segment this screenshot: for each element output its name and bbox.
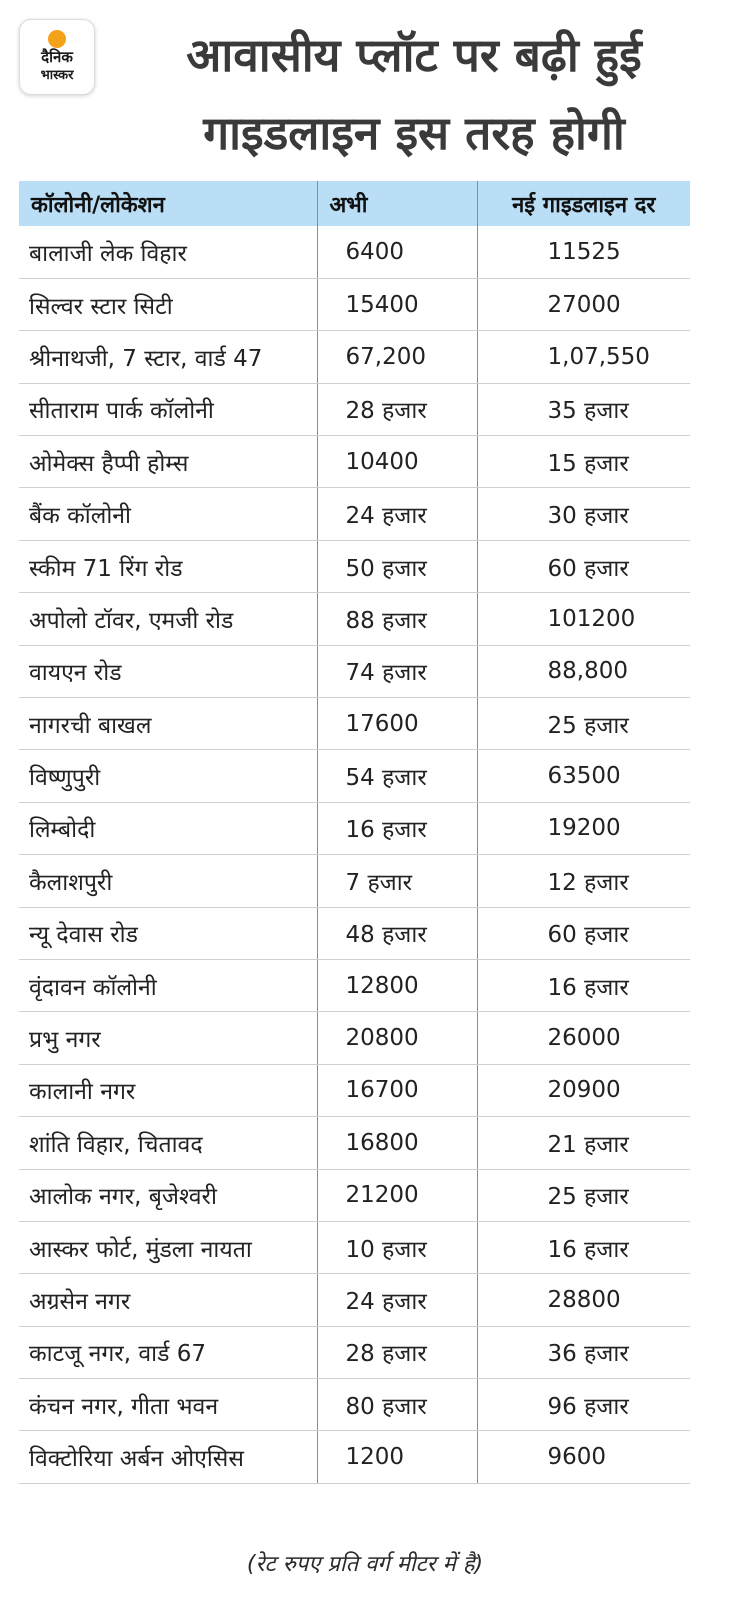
location-cell: प्रभु नगर bbox=[19, 1012, 317, 1064]
table-row bbox=[19, 1274, 690, 1326]
new-rate-cell: 30 हजार bbox=[477, 488, 690, 540]
location-cell: बैंक कॉलोनी bbox=[19, 488, 317, 540]
new-rate-cell: 35 हजार bbox=[477, 383, 690, 435]
current-rate-cell: 28 हजार bbox=[317, 383, 477, 435]
current-rate-cell: 67,200 bbox=[317, 331, 477, 383]
guideline-rate-table bbox=[19, 181, 690, 1484]
table-row bbox=[19, 1379, 690, 1431]
location-cell: वायएन रोड bbox=[19, 645, 317, 697]
table-row bbox=[19, 1431, 690, 1483]
headline-line1: आवासीय प्लॉट पर बढ़ी हुई bbox=[186, 28, 642, 82]
new-rate-cell: 16 हजार bbox=[477, 1221, 690, 1273]
table-row bbox=[19, 436, 690, 488]
column-header-location: कॉलोनी/लोकेशन bbox=[19, 181, 317, 226]
new-rate-cell: 96 हजार bbox=[477, 1379, 690, 1431]
location-cell: कैलाशपुरी bbox=[19, 855, 317, 907]
new-rate-cell: 28800 bbox=[477, 1274, 690, 1326]
new-rate-cell: 20900 bbox=[477, 1064, 690, 1116]
new-rate-cell: 1,07,550 bbox=[477, 331, 690, 383]
table-row bbox=[19, 488, 690, 540]
table-row bbox=[19, 855, 690, 907]
dainik-bhaskar-logo bbox=[19, 19, 95, 95]
location-cell: अपोलो टॉवर, एमजी रोड bbox=[19, 593, 317, 645]
sun-icon bbox=[48, 30, 66, 48]
location-cell: आस्कर फोर्ट, मुंडला नायता bbox=[19, 1221, 317, 1273]
current-rate-cell: 80 हजार bbox=[317, 1379, 477, 1431]
location-cell: कालानी नगर bbox=[19, 1064, 317, 1116]
location-cell: सीताराम पार्क कॉलोनी bbox=[19, 383, 317, 435]
location-cell: बालाजी लेक विहार bbox=[19, 226, 317, 278]
table-row bbox=[19, 907, 690, 959]
new-rate-cell: 21 हजार bbox=[477, 1117, 690, 1169]
current-rate-cell: 15400 bbox=[317, 278, 477, 330]
table-row bbox=[19, 645, 690, 697]
table-row bbox=[19, 1326, 690, 1378]
new-rate-cell: 88,800 bbox=[477, 645, 690, 697]
headline bbox=[104, 16, 724, 172]
location-cell: न्यू देवास रोड bbox=[19, 907, 317, 959]
table-row bbox=[19, 750, 690, 802]
new-rate-cell: 63500 bbox=[477, 750, 690, 802]
current-rate-cell: 54 हजार bbox=[317, 750, 477, 802]
table-header-row bbox=[19, 181, 690, 226]
current-rate-cell: 50 हजार bbox=[317, 540, 477, 592]
table-row bbox=[19, 1064, 690, 1116]
location-cell: श्रीनाथजी, 7 स्टार, वार्ड 47 bbox=[19, 331, 317, 383]
location-cell: काटजू नगर, वार्ड 67 bbox=[19, 1326, 317, 1378]
current-rate-cell: 6400 bbox=[317, 226, 477, 278]
current-rate-cell: 1200 bbox=[317, 1431, 477, 1483]
location-cell: आलोक नगर, बृजेश्वरी bbox=[19, 1169, 317, 1221]
new-rate-cell: 60 हजार bbox=[477, 907, 690, 959]
current-rate-cell: 12800 bbox=[317, 959, 477, 1011]
current-rate-cell: 48 हजार bbox=[317, 907, 477, 959]
current-rate-cell: 28 हजार bbox=[317, 1326, 477, 1378]
location-cell: नागरची बाखल bbox=[19, 698, 317, 750]
new-rate-cell: 11525 bbox=[477, 226, 690, 278]
table-row bbox=[19, 698, 690, 750]
new-rate-cell: 60 हजार bbox=[477, 540, 690, 592]
new-rate-cell: 16 हजार bbox=[477, 959, 690, 1011]
new-rate-cell: 26000 bbox=[477, 1012, 690, 1064]
table-row bbox=[19, 802, 690, 854]
column-header-new-rate: नई गाइडलाइन दर bbox=[477, 181, 690, 226]
current-rate-cell: 20800 bbox=[317, 1012, 477, 1064]
logo-text-line1: दैनिक bbox=[41, 48, 73, 66]
location-cell: विक्टोरिया अर्बन ओएसिस bbox=[19, 1431, 317, 1483]
table-row bbox=[19, 226, 690, 278]
table-row bbox=[19, 383, 690, 435]
table-row bbox=[19, 1221, 690, 1273]
location-cell: लिम्बोदी bbox=[19, 802, 317, 854]
table-row bbox=[19, 1117, 690, 1169]
location-cell: शांति विहार, चितावद bbox=[19, 1117, 317, 1169]
location-cell: विष्णुपुरी bbox=[19, 750, 317, 802]
new-rate-cell: 101200 bbox=[477, 593, 690, 645]
footnote: (रेट रुपए प्रति वर्ग मीटर में है) bbox=[246, 1552, 484, 1577]
new-rate-cell: 27000 bbox=[477, 278, 690, 330]
table-row bbox=[19, 959, 690, 1011]
location-cell: सिल्वर स्टार सिटी bbox=[19, 278, 317, 330]
table-row bbox=[19, 278, 690, 330]
table-row bbox=[19, 540, 690, 592]
headline-line2: गाइडलाइन इस तरह होगी bbox=[203, 106, 625, 160]
location-cell: वृंदावन कॉलोनी bbox=[19, 959, 317, 1011]
table-row bbox=[19, 1012, 690, 1064]
current-rate-cell: 7 हजार bbox=[317, 855, 477, 907]
new-rate-cell: 36 हजार bbox=[477, 1326, 690, 1378]
current-rate-cell: 16700 bbox=[317, 1064, 477, 1116]
current-rate-cell: 24 हजार bbox=[317, 488, 477, 540]
current-rate-cell: 16 हजार bbox=[317, 802, 477, 854]
new-rate-cell: 9600 bbox=[477, 1431, 690, 1483]
column-header-current-rate: अभी bbox=[317, 181, 477, 226]
location-cell: स्कीम 71 रिंग रोड bbox=[19, 540, 317, 592]
current-rate-cell: 10400 bbox=[317, 436, 477, 488]
table-row bbox=[19, 1169, 690, 1221]
current-rate-cell: 21200 bbox=[317, 1169, 477, 1221]
location-cell: ओमेक्स हैप्पी होम्स bbox=[19, 436, 317, 488]
current-rate-cell: 88 हजार bbox=[317, 593, 477, 645]
current-rate-cell: 17600 bbox=[317, 698, 477, 750]
location-cell: कंचन नगर, गीता भवन bbox=[19, 1379, 317, 1431]
logo-text-line2: भास्कर bbox=[40, 68, 74, 83]
current-rate-cell: 74 हजार bbox=[317, 645, 477, 697]
current-rate-cell: 16800 bbox=[317, 1117, 477, 1169]
location-cell: अग्रसेन नगर bbox=[19, 1274, 317, 1326]
new-rate-cell: 15 हजार bbox=[477, 436, 690, 488]
current-rate-cell: 24 हजार bbox=[317, 1274, 477, 1326]
table-row bbox=[19, 593, 690, 645]
new-rate-cell: 25 हजार bbox=[477, 698, 690, 750]
new-rate-cell: 12 हजार bbox=[477, 855, 690, 907]
new-rate-cell: 19200 bbox=[477, 802, 690, 854]
current-rate-cell: 10 हजार bbox=[317, 1221, 477, 1273]
table-row bbox=[19, 331, 690, 383]
new-rate-cell: 25 हजार bbox=[477, 1169, 690, 1221]
